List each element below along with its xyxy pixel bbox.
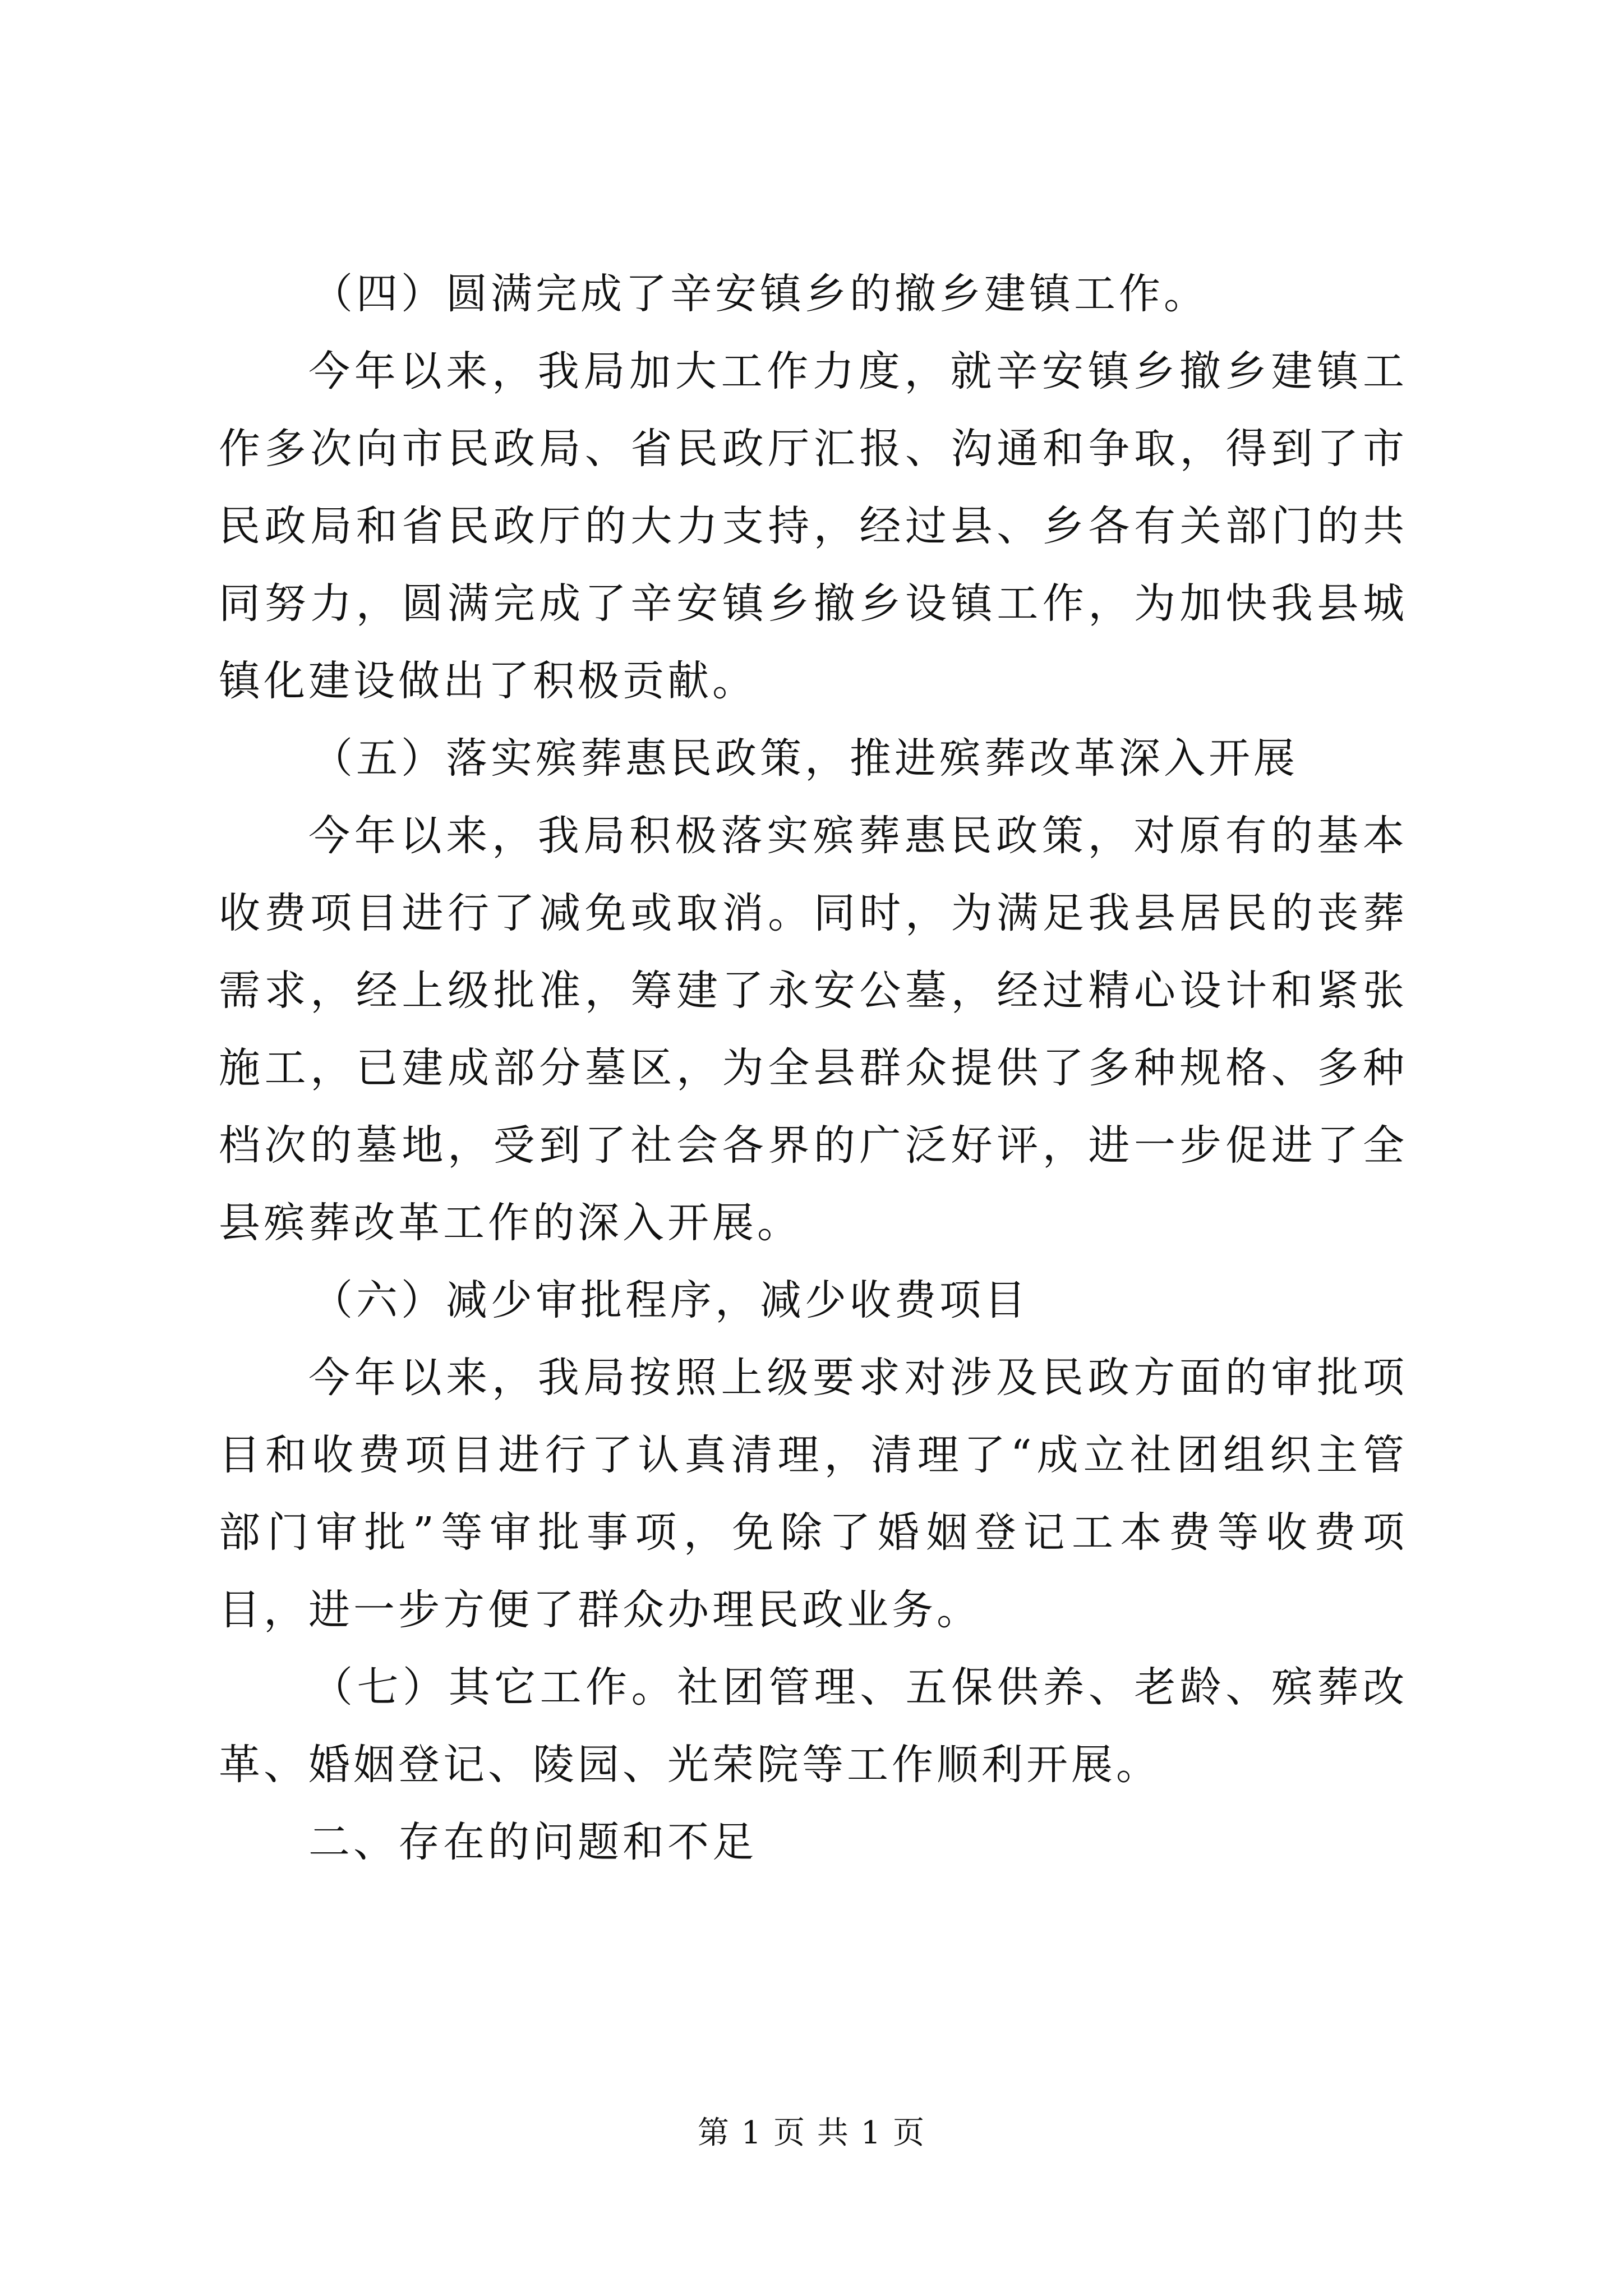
section-heading-5: （五）落实殡葬惠民政策，推进殡葬改革深入开展 xyxy=(311,734,1298,783)
paragraph-6: 今年以来，我局按照上级要求对涉及民政方面的审批项目和收费项目进行了认真清理，清理了“成立社团组织主管部门审批”等审批事项，免除了婚姻登记工本费等收费项目，进一步方便了群众办理民政业务。 xyxy=(219,1354,1408,1634)
paragraph-4: 今年以来，我局加大工作力度，就辛安镇乡撤乡建镇工作多次向市民政局、省民政厅汇报、沟通和争取，得到了市民政局和省民政厅的大力支持，经过县、乡各有关部门的共同努力，圆满完成了辛安镇乡撤乡设镇工作，为加快我县城镇化建设做出了积极贡献。 xyxy=(219,347,1408,705)
section-heading-6: （六）减少审批程序，减少收费项目 xyxy=(311,1276,1029,1324)
section-heading-4: （四）圆满完成了辛安镇乡的撤乡建镇工作。 xyxy=(311,270,1209,318)
section-heading-part-2: 二、存在的问题和不足 xyxy=(308,1818,757,1866)
document-body xyxy=(219,255,1408,1881)
paragraph-5: 今年以来，我局积极落实殡葬惠民政策，对原有的基本收费项目进行了减免或取消。同时，为满足我县居民的丧葬需求，经上级批准，筹建了永安公墓，经过精心设计和紧张施工，已建成部分墓区，为全县群众提供了多种规格、多种档次的墓地，受到了社会各界的广泛好评，进一步促进了全县殡葬改革工作的深入开展。 xyxy=(219,812,1408,1247)
section-heading-7: （七）其它工作。社团管理、五保供养、老龄、殡葬改革、婚姻登记、陵园、光荣院等工作顺利开展。 xyxy=(219,1663,1408,1789)
page-footer: 第 1 页 共 1 页 xyxy=(697,2115,926,2151)
